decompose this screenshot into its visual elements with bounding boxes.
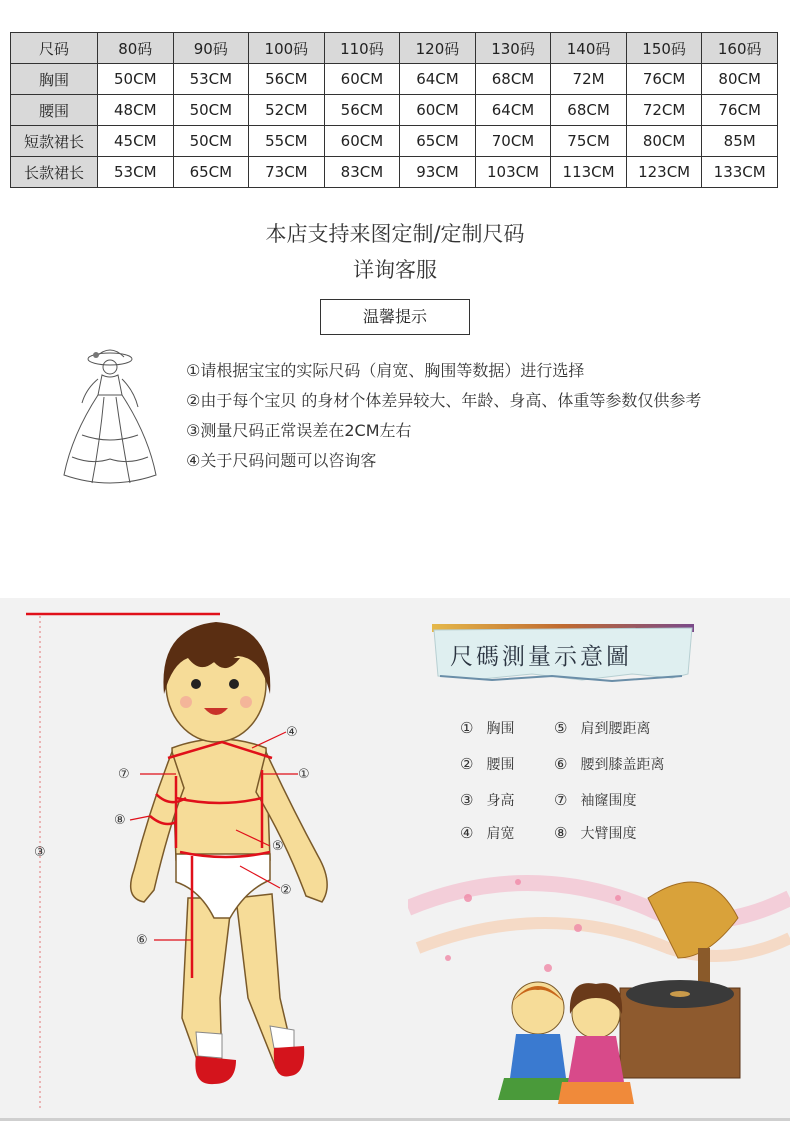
legend-num: ⑦ — [554, 791, 568, 809]
table-cell: 50CM — [173, 95, 249, 126]
marker-5: ⑤ — [272, 839, 284, 854]
legend-label: 腰围 — [486, 757, 515, 773]
table-cell: 55CM — [249, 126, 325, 157]
table-cell: 65CM — [400, 126, 476, 157]
table-cell: 60CM — [400, 95, 476, 126]
legend-item — [554, 754, 664, 774]
table-row — [11, 157, 778, 188]
table-cell: 72M — [551, 64, 627, 95]
legend-label: 袖窿围度 — [580, 793, 637, 809]
legend-item — [554, 790, 636, 810]
note-item: ③测量尺码正常误差在2CM左右 — [186, 421, 412, 440]
legend-label: 肩到腰距离 — [580, 721, 651, 737]
legend-num: ④ — [460, 824, 474, 842]
legend-num: ⑤ — [554, 719, 568, 737]
table-header-cell: 140码 — [551, 33, 627, 64]
table-header-cell: 160码 — [702, 33, 778, 64]
table-header-cell: 尺码 — [11, 33, 98, 64]
table-cell: 60CM — [324, 126, 400, 157]
note-item: ②由于每个宝贝 的身材个体差异较大、年龄、身高、体重等参数仅供参考 — [186, 391, 702, 410]
table-cell: 76CM — [702, 95, 778, 126]
legend-num: ① — [460, 719, 474, 737]
legend-item — [554, 718, 650, 738]
table-cell: 73CM — [249, 157, 325, 188]
table-row — [11, 64, 778, 95]
table-cell: 64CM — [475, 95, 551, 126]
table-cell: 64CM — [400, 64, 476, 95]
table-cell: 60CM — [324, 64, 400, 95]
size-table — [10, 32, 778, 188]
table-cell: 53CM — [98, 157, 174, 188]
marker-1: ① — [298, 767, 310, 782]
legend-num: ② — [460, 755, 474, 773]
table-cell: 68CM — [475, 64, 551, 95]
table-cell: 80CM — [702, 64, 778, 95]
legend-label: 肩宽 — [486, 826, 515, 842]
legend-label: 身高 — [486, 793, 515, 809]
table-header-cell: 150码 — [626, 33, 702, 64]
table-row-label: 长款裙长 — [11, 157, 98, 188]
table-cell: 50CM — [98, 64, 174, 95]
diagram-title: 尺碼測量示意圖 — [450, 644, 632, 670]
legend-item — [460, 754, 514, 774]
table-cell: 68CM — [551, 95, 627, 126]
table-header-cell: 120码 — [400, 33, 476, 64]
table-row-label: 腰围 — [11, 95, 98, 126]
marker-8: ⑧ — [114, 813, 126, 828]
table-cell: 50CM — [173, 126, 249, 157]
table-cell: 113CM — [551, 157, 627, 188]
tips-title: 温馨提示 — [320, 299, 470, 335]
legend-num: ⑧ — [554, 824, 568, 842]
table-header-cell: 100码 — [249, 33, 325, 64]
table-header-cell: 80码 — [98, 33, 174, 64]
table-cell: 45CM — [98, 126, 174, 157]
table-header-cell: 130码 — [475, 33, 551, 64]
table-row-label: 胸围 — [11, 64, 98, 95]
table-cell: 103CM — [475, 157, 551, 188]
legend-num: ⑥ — [554, 755, 568, 773]
legend-item — [460, 718, 514, 738]
table-cell: 76CM — [626, 64, 702, 95]
note-item: ①请根据宝宝的实际尺码（肩宽、胸围等数据）进行选择 — [186, 361, 585, 380]
table-cell: 56CM — [249, 64, 325, 95]
girl-dress-sketch — [52, 345, 164, 493]
notes-list — [186, 356, 701, 476]
marker-3: ③ — [34, 845, 46, 860]
table-cell: 80CM — [626, 126, 702, 157]
table-cell: 123CM — [626, 157, 702, 188]
table-row-label: 短款裙长 — [11, 126, 98, 157]
table-row — [11, 95, 778, 126]
table-cell: 65CM — [173, 157, 249, 188]
legend-label: 腰到膝盖距离 — [580, 757, 665, 773]
custom-order-text: 本店支持来图定制/定制尺码 — [265, 222, 525, 246]
legend-item — [460, 790, 514, 810]
table-cell: 83CM — [324, 157, 400, 188]
child-figure — [0, 598, 400, 1118]
legend-label: 胸围 — [486, 721, 515, 737]
table-cell: 70CM — [475, 126, 551, 157]
legend-label: 大臂围度 — [580, 826, 637, 842]
table-row — [11, 126, 778, 157]
table-cell: 75CM — [551, 126, 627, 157]
table-cell: 72CM — [626, 95, 702, 126]
measurement-diagram — [0, 598, 790, 1121]
marker-7: ⑦ — [118, 767, 130, 782]
marker-6: ⑥ — [136, 933, 148, 948]
table-header-cell: 90码 — [173, 33, 249, 64]
table-cell: 53CM — [173, 64, 249, 95]
table-header-cell: 110码 — [324, 33, 400, 64]
table-cell: 56CM — [324, 95, 400, 126]
table-cell: 85M — [702, 126, 778, 157]
legend-num: ③ — [460, 791, 474, 809]
kids-gramophone-illustration — [408, 838, 790, 1118]
table-cell: 133CM — [702, 157, 778, 188]
marker-4: ④ — [286, 725, 298, 740]
contact-service-text: 详询客服 — [353, 258, 437, 282]
table-cell: 93CM — [400, 157, 476, 188]
note-item: ④关于尺码问题可以咨询客 — [186, 451, 377, 470]
marker-2: ② — [280, 883, 292, 898]
table-cell: 48CM — [98, 95, 174, 126]
table-cell: 52CM — [249, 95, 325, 126]
table-header-row — [11, 33, 778, 64]
